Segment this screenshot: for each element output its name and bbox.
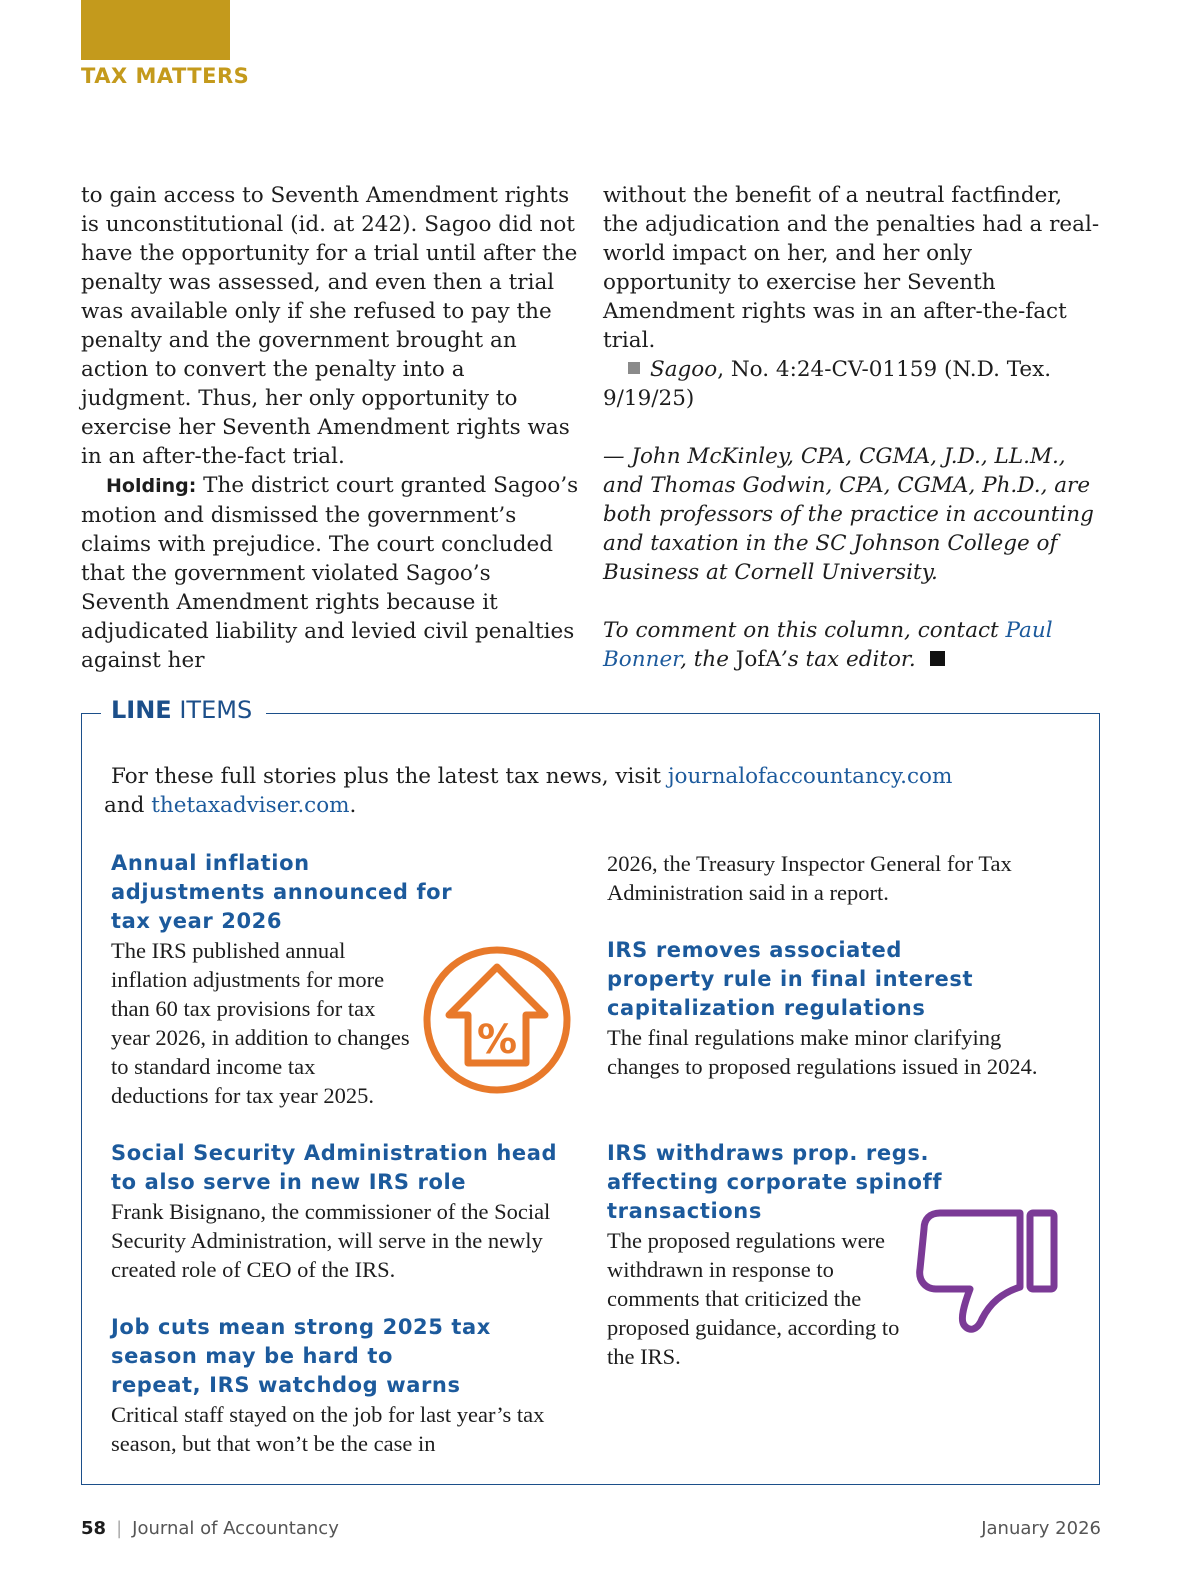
- section-color-tab: [81, 0, 230, 60]
- news-item-body: Frank Bisignano, the commissioner of the Social Security Administration, will serve in the newly created role of CEO of the IRS.: [111, 1199, 551, 1282]
- news-item-body: The IRS published annual inflation adjustments for more than 60 tax provisions for tax year 2026, in addition to changes to standard income tax deductions for tax year 2025.: [111, 938, 410, 1108]
- comment-post: ’s tax editor.: [780, 647, 916, 672]
- news-item-title[interactable]: Annual inflation adjustments announced for tax year 2026: [111, 851, 453, 933]
- news-item: [111, 849, 471, 1110]
- holding-paragraph: [81, 471, 579, 675]
- case-citation: [603, 355, 1103, 413]
- taxadviser-link[interactable]: thetaxadviser.com: [151, 793, 350, 818]
- article-paragraph: to gain access to Seventh Amendment rights is unconstitutional (id. at 242). Sagoo did not have the opportunity for a trial until after the penalty was assessed, and even then a trial was available only if she refused to pay the penalty and the government brought an action to convert the penalty into a judgment. Thus, her only opportunity to exercise her Seventh Amendment rights was in an after-the-fact trial.: [81, 183, 578, 469]
- footer-date: January 2026: [981, 1518, 1101, 1539]
- news-item: [111, 1313, 561, 1458]
- article-paragraph: without the benefit of a neutral factfinder, the adjudication and the penalties had a real-world impact on her, and her only opportunity to exercise her Seventh Amendment rights was in an after-the-fact trial.: [603, 183, 1100, 353]
- news-item-body: The final regulations make minor clarifying changes to proposed regulations issued in 2024.: [607, 1025, 1038, 1079]
- end-mark-icon: [930, 651, 945, 666]
- intro-mid: and: [104, 793, 152, 818]
- news-item: [607, 936, 1057, 1081]
- footer-left: 58 | Journal of Accountancy: [81, 1518, 339, 1539]
- news-item-title[interactable]: Job cuts mean strong 2025 tax season may be hard to repeat, IRS watchdog warns: [111, 1315, 491, 1397]
- thumbs-down-icon: [912, 1207, 1062, 1339]
- publication-abbrev: JofA: [735, 647, 781, 672]
- article-left-column: [81, 181, 579, 675]
- line-items-title: [101, 696, 266, 724]
- bullet-square-icon: [628, 362, 640, 374]
- case-name: Sagoo: [650, 357, 718, 382]
- news-item-title[interactable]: Social Security Administration head to also serve in new IRS role: [111, 1141, 558, 1194]
- svg-text:%: %: [476, 1017, 518, 1063]
- title-light: ITEMS: [171, 696, 253, 724]
- article-right-column: [603, 181, 1103, 674]
- news-item: [111, 1139, 561, 1284]
- intro-text: For these full stories plus the latest tax news, visit: [111, 764, 668, 789]
- intro-post: .: [349, 793, 357, 818]
- section-label: TAX MATTERS: [81, 64, 250, 88]
- news-item-body: The proposed regulations were withdrawn in response to comments that criticized the proposed guidance, according to the IRS.: [607, 1228, 900, 1369]
- page-number: 58: [81, 1518, 107, 1539]
- news-item-title[interactable]: IRS withdraws prop. regs. affecting corporate spinoff transactions: [607, 1141, 943, 1223]
- comment-pre: To comment on this column, contact: [603, 618, 1006, 643]
- news-item-body: Critical staff stayed on the job for last year’s tax season, but that won’t be the case in: [111, 1402, 545, 1456]
- percent-up-arrow-icon: [422, 945, 572, 1095]
- author-bio-text: — John McKinley, CPA, CGMA, J.D., LL.M., and Thomas Godwin, CPA, CGMA, Ph.D., are both professors of the practice in accounting and taxation in the SC Johnson College of Business at Cornell University.: [603, 444, 1094, 585]
- news-item-title[interactable]: IRS removes associated property rule in final interest capitalization regulations: [607, 938, 974, 1020]
- citation-details: , No. 4:24-CV-01159 (N.D. Tex. 9/19/25): [603, 357, 1052, 411]
- holding-text: The district court granted Sagoo’s motion and dismissed the government’s claims with prejudice. The court concluded that the government violated Sagoo’s Seventh Amendment rights because it adjudicated liability and levied civil penalties against her: [81, 473, 579, 673]
- title-bold: LINE: [111, 696, 172, 724]
- line-items-intro: [104, 762, 1011, 820]
- comment-mid: , the: [680, 647, 736, 672]
- jofa-link[interactable]: journalofaccountancy.com: [667, 764, 953, 789]
- author-bio: [603, 442, 1103, 587]
- journal-name: Journal of Accountancy: [132, 1518, 339, 1539]
- holding-label: Holding:: [106, 475, 197, 497]
- comment-line: [603, 616, 1103, 674]
- news-item-continued: [607, 849, 1067, 907]
- editor-link[interactable]: Paul Bonner: [603, 618, 1053, 672]
- news-item-body: 2026, the Treasury Inspector General for Tax Administration said in a report.: [607, 851, 1012, 905]
